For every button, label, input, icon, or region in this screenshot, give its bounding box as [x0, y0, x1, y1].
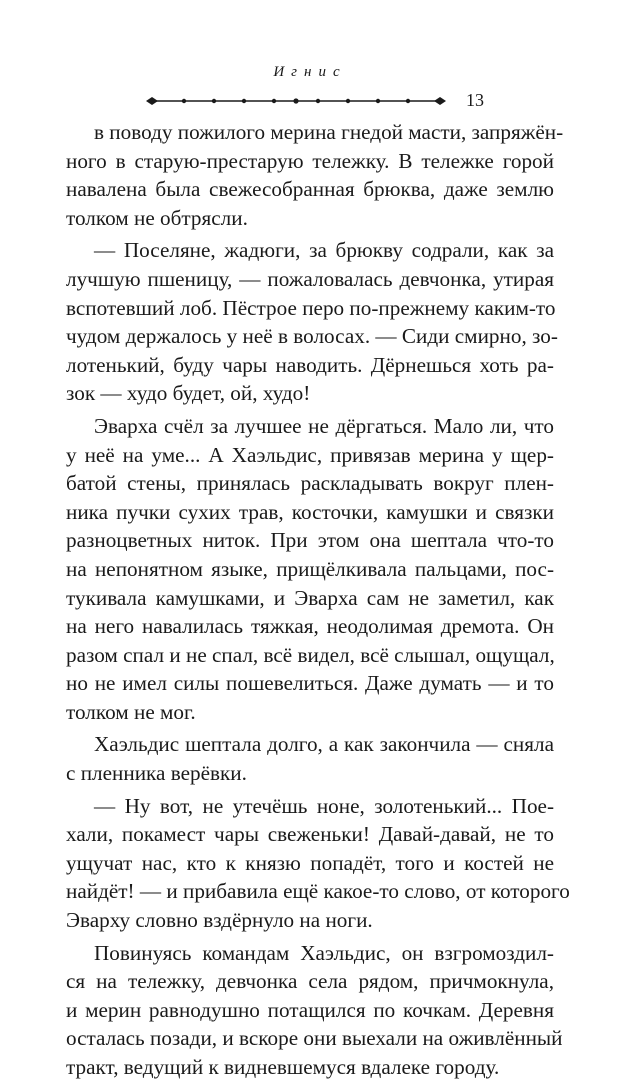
text-line: ся на тележку, девчонка села рядом, причмокнула,: [66, 969, 554, 994]
text-line: разноцветных ниток. При этом она шептала что-то: [66, 528, 554, 553]
paragraph: [66, 118, 564, 232]
text-line: и мерин равнодушно потащился по кочкам. Деревня: [66, 997, 554, 1022]
text-line: ника пучки сухих трав, косточки, камушки и связки: [66, 499, 554, 524]
text-line: толком не обтрясли.: [66, 205, 248, 230]
text-line: — Поселяне, жадюги, за брюкву содрали, как за: [94, 238, 554, 263]
text-line: Хаэльдис шептала долго, а как закончила — сняла: [94, 732, 554, 757]
text-line: с пленника верёвки.: [66, 761, 247, 786]
text-line: Повинуясь командам Хаэльдис, он взгромоздил-: [94, 940, 554, 965]
paragraph: [66, 412, 554, 727]
body-text: [66, 118, 570, 1082]
text-line: ущучат нас, кто к князю попадёт, того и костей не: [66, 850, 554, 875]
text-line: на него навалилась тяжкая, неодолимая дремота. Он: [66, 614, 554, 639]
paragraph: [66, 792, 570, 935]
text-line: чудом держалось у неё в волосах. — Сиди смирно, зо-: [66, 324, 558, 349]
text-line: на непонятном языке, прищёлкивала пальцами, пос-: [66, 556, 554, 581]
text-line: но не имел силы пошевелиться. Даже думать — и то: [66, 671, 554, 696]
text-line: лотенький, буду чары наводить. Дёрнешься хоть ра-: [66, 352, 554, 377]
text-line: осталась позади, и вскоре они выехали на оживлённый: [66, 1026, 563, 1051]
text-line: Эварха счёл за лучшее не дёргаться. Мало ли, что: [94, 413, 554, 438]
text-line: навалена была свежесобранная брюква, даже землю: [66, 177, 554, 202]
text-line: хали, покамест чары свеженьки! Давай-давай, не то: [66, 822, 554, 847]
paragraph: [66, 939, 563, 1082]
text-line: тракт, ведущий к видневшемуся вдалеке городу.: [66, 1055, 500, 1079]
dot-chain-ornament-icon: [146, 93, 446, 109]
text-line: — Ну вот, не утечёшь ноне, золотенький... Поe-: [94, 793, 554, 818]
page-number: 13: [466, 90, 484, 110]
text-line: ного в старую-престарую тележку. В тележке горой: [66, 148, 554, 173]
text-line: лучшую пшеницу, — пожаловалась девчонка, утирая: [66, 266, 554, 291]
text-line: в поводу пожилого мерина гнедой масти, запряжён-: [94, 120, 564, 144]
text-line: тукивала камушками, и Эварха сам не заметил, как: [66, 585, 554, 610]
paragraph: [66, 236, 558, 408]
text-line: у неё на уме... А Хаэльдис, привязав мерина у щер-: [66, 442, 554, 467]
text-line: толком не мог.: [66, 699, 196, 724]
text-line: вспотевший лоб. Пёстрое перо по-прежнему каким-то: [66, 295, 556, 320]
paragraph: [66, 730, 554, 787]
text-line: Эварху словно вздёрнуло на ноги.: [66, 908, 373, 933]
text-line: батой стены, принялась раскладывать вокруг плен-: [66, 471, 554, 496]
running-head: Игнис: [273, 64, 347, 80]
text-line: зок — худо будет, ой, худо!: [66, 381, 311, 406]
text-line: разом спал и не спал, всё видел, всё слышал, ощущал,: [66, 642, 555, 667]
text-line: найдёт! — и прибавила ещё какое-то слово, от которого: [66, 879, 570, 904]
